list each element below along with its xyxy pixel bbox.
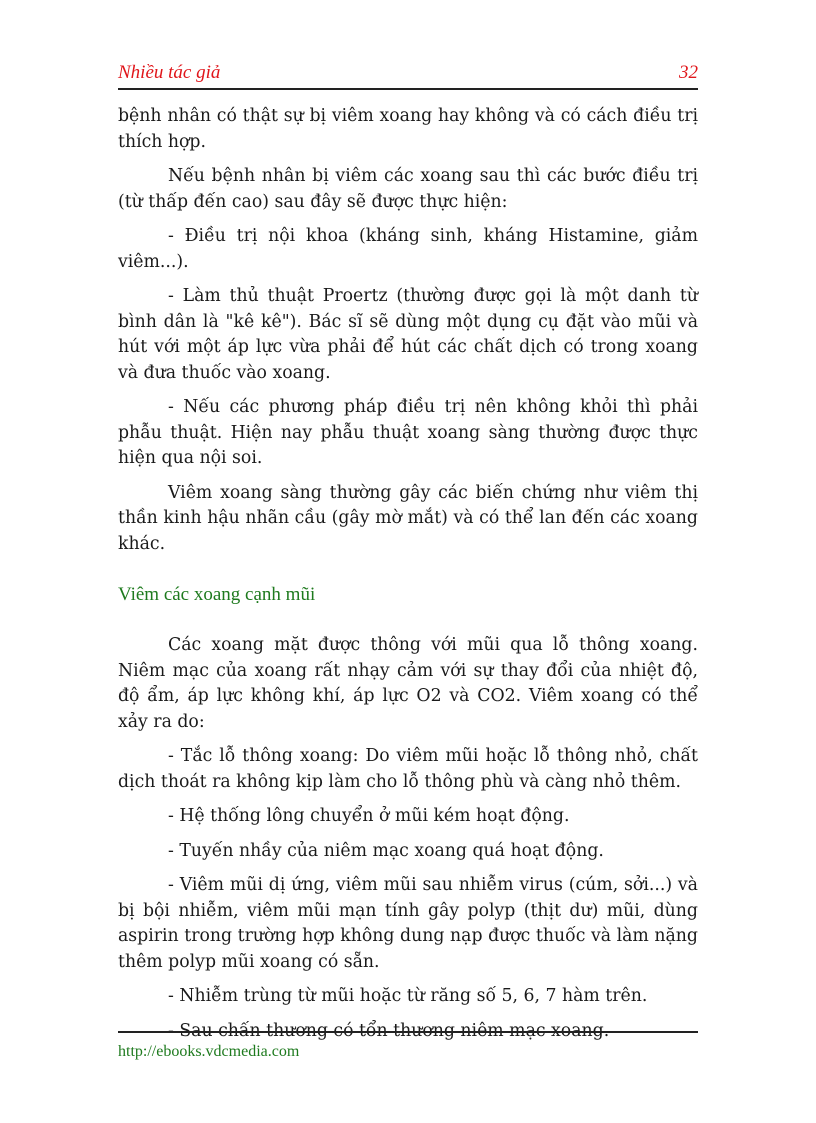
- paragraph: - Điều trị nội khoa (kháng sinh, kháng Histamine, giảm viêm...).: [118, 226, 698, 272]
- paragraph: - Hệ thống lông chuyển ở mũi kém hoạt động.: [168, 806, 570, 826]
- section-title: Viêm các xoang cạnh mũi: [118, 584, 316, 605]
- footer-url[interactable]: http://ebooks.vdcmedia.com: [118, 1043, 300, 1060]
- page-number: 32: [679, 62, 698, 83]
- paragraph: Viêm xoang sàng thường gây các biến chứng như viêm thị thần kinh hậu nhãn cầu (gây mờ mắt) và có thể lan đến các xoang khác.: [118, 482, 698, 554]
- paragraph: bệnh nhân có thật sự bị viêm xoang hay không và có cách điều trị thích hợp.: [118, 106, 698, 152]
- paragraph: - Nếu các phương pháp điều trị nên không khỏi thì phải phẫu thuật. Hiện nay phẫu thuật xoang sàng thường được thực hiện qua nội soi.: [118, 397, 698, 468]
- page-header: [118, 60, 698, 90]
- paragraph: Nếu bệnh nhân bị viêm các xoang sau thì các bước điều trị (từ thấp đến cao) sau đây sẽ được thực hiện:: [118, 166, 698, 212]
- paragraph: - Nhiễm trùng từ mũi hoặc từ răng số 5, 6, 7 hàm trên.: [168, 986, 648, 1006]
- paragraph: - Tắc lỗ thông xoang: Do viêm mũi hoặc lỗ thông nhỏ, chất dịch thoát ra không kịp làm cho lỗ thông phù và càng nhỏ thêm.: [118, 746, 698, 792]
- header-author: Nhiều tác giả: [118, 62, 221, 83]
- paragraph: Các xoang mặt được thông với mũi qua lỗ thông xoang. Niêm mạc của xoang rất nhạy cảm với sự thay đổi của nhiệt độ, độ ẩm, áp lực không khí, áp lực O2 và CO2. Viêm xoang có thể xảy ra do:: [118, 635, 698, 732]
- paragraph: - Viêm mũi dị ứng, viêm mũi sau nhiễm virus (cúm, sởi...) và bị bội nhiễm, viêm mũi mạn tính gây polyp (thịt dư) mũi, dùng aspirin trong trường hợp không dung nạp được thuốc và làm nặng thêm polyp mũi xoang có sẵn.: [118, 875, 698, 972]
- paragraph: - Làm thủ thuật Proertz (thường được gọi là một danh từ bình dân là "kê kê"). Bác sĩ sẽ dùng một dụng cụ đặt vào mũi và hút với một áp lực vừa phải để hút các chất dịch có trong xoang và đưa thuốc vào xoang.: [118, 286, 698, 383]
- footer-divider: [118, 1031, 698, 1033]
- paragraph: - Tuyến nhầy của niêm mạc xoang quá hoạt động.: [168, 840, 604, 861]
- paragraph: - Sau chấn thương có tổn thương niêm mạc xoang.: [168, 1020, 610, 1041]
- page-body: [118, 104, 698, 1053]
